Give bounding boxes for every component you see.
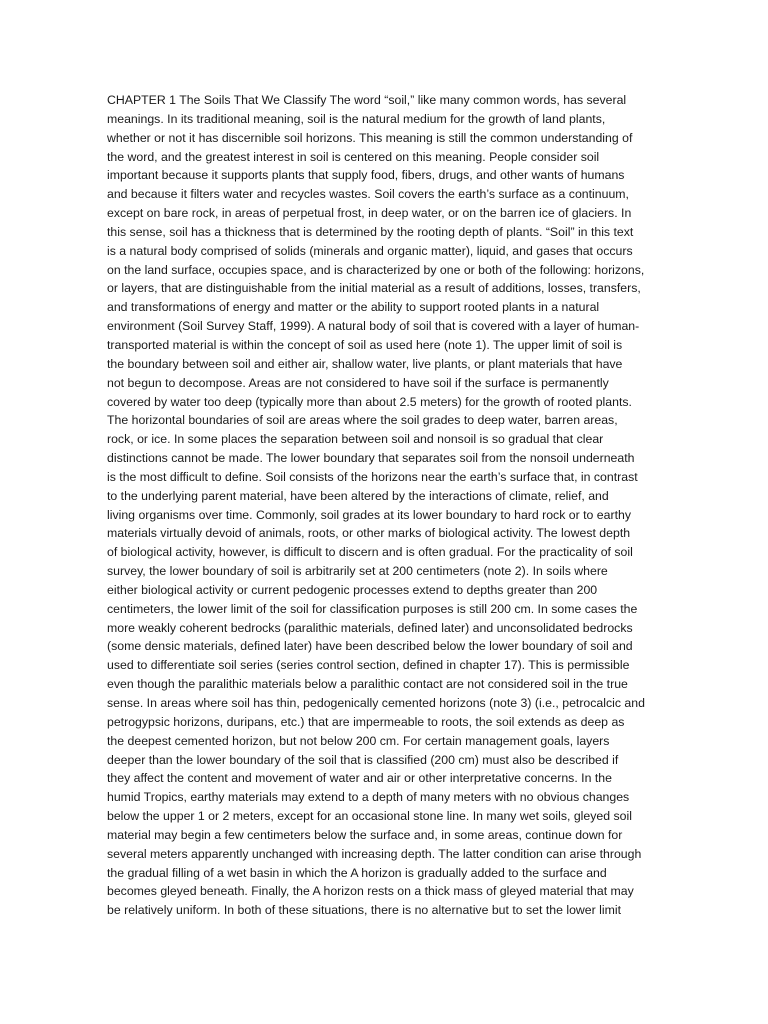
- text-line: CHAPTER 1 The Soils That We Classify The word “soil,” like many common words, has several: [107, 93, 627, 107]
- text-line: petrogypsic horizons, duripans, etc.) that are impermeable to roots, the soil extends as deep as: [107, 714, 625, 729]
- text-line: The horizontal boundaries of soil are areas where the soil grades to deep water, barren areas,: [107, 413, 618, 428]
- text-line: becomes gleyed beneath. Finally, the A horizon rests on a thick mass of gleyed material that may: [107, 884, 634, 899]
- text-line: be relatively uniform. In both of these situations, there is no alternative but to set the lower limit: [107, 903, 622, 918]
- text-line: survey, the lower boundary of soil is arbitrarily set at 200 centimeters (note 2). In soils where: [107, 564, 608, 579]
- text-line: whether or not it has discernible soil horizons. This meaning is still the common understanding of: [107, 130, 633, 145]
- text-line: on the land surface, occupies space, and is characterized by one or both of the following: horizons,: [107, 262, 645, 277]
- text-line: environment (Soil Survey Staff, 1999). A natural body of soil that is covered with a layer of human-: [107, 319, 640, 334]
- text-line: living organisms over time. Commonly, soil grades at its lower boundary to hard rock or to earthy: [107, 507, 631, 522]
- text-line: the deepest cemented horizon, but not below 200 cm. For certain management goals, layers: [107, 733, 610, 748]
- text-line: below the upper 1 or 2 meters, except for an occasional stone line. In many wet soils, gleyed soil: [107, 809, 632, 824]
- text-line: the gradual filling of a wet basin in which the A horizon is gradually added to the surface and: [107, 865, 607, 880]
- text-line: covered by water too deep (typically more than about 2.5 meters) for the growth of rooted plants.: [107, 394, 632, 409]
- text-line: except on bare rock, in areas of perpetual frost, in deep water, or on the barren ice of glaciers. In: [107, 206, 632, 221]
- text-line: they affect the content and movement of water and air or other interpretative concerns. In the: [107, 771, 612, 786]
- text-line: (some densic materials, defined later) have been described below the lower boundary of soil and: [107, 639, 633, 654]
- body-text: [107, 91, 667, 920]
- text-line: not begun to decompose. Areas are not considered to have soil if the surface is permanently: [107, 375, 609, 390]
- text-line: distinctions cannot be made. The lower boundary that separates soil from the nonsoil underneath: [107, 451, 635, 466]
- text-line: sense. In areas where soil has thin, pedogenically cemented horizons (note 3) (i.e., petrocalcic and: [107, 696, 645, 710]
- text-line: of biological activity, however, is difficult to discern and is often gradual. For the practicality of soil: [107, 545, 633, 560]
- text-line: material may begin a few centimeters below the surface and, in some areas, continue down for: [107, 827, 623, 842]
- text-line: and transformations of energy and matter or the ability to support rooted plants in a natural: [107, 300, 600, 315]
- text-line: the word, and the greatest interest in soil is centered on this meaning. People consider soil: [107, 149, 600, 164]
- text-line: humid Tropics, earthy materials may extend to a depth of many meters with no obvious changes: [107, 790, 630, 805]
- text-line: is a natural body comprised of solids (minerals and organic matter), liquid, and gases that occurs: [107, 243, 633, 258]
- text-line: transported material is within the concept of soil as used here (note 1). The upper limit of soil is: [107, 337, 623, 352]
- text-line: this sense, soil has a thickness that is determined by the rooting depth of plants. “Soil” in this text: [107, 224, 634, 239]
- text-line: meanings. In its traditional meaning, soil is the natural medium for the growth of land plants,: [107, 111, 606, 126]
- text-line: centimeters, the lower limit of the soil for classification purposes is still 200 cm. In some cases the: [107, 601, 638, 616]
- text-line: several meters apparently unchanged with increasing depth. The latter condition can arise through: [107, 846, 642, 861]
- text-line: materials virtually devoid of animals, roots, or other marks of biological activity. The lowest depth: [107, 526, 631, 541]
- text-line: more weakly coherent bedrocks (paralithic materials, defined later) and unconsolidated bedrocks: [107, 620, 633, 635]
- text-line: used to differentiate soil series (series control section, defined in chapter 17). This is permissible: [107, 658, 630, 673]
- text-line: deeper than the lower boundary of the soil that is classified (200 cm) must also be described if: [107, 752, 619, 767]
- text-line: or layers, that are distinguishable from the initial material as a result of additions, losses, transfers,: [107, 281, 641, 296]
- text-line: even though the paralithic materials below a paralithic contact are not considered soil in the true: [107, 677, 628, 692]
- text-line: and because it filters water and recycles wastes. Soil covers the earth’s surface as a continuum,: [107, 187, 629, 202]
- text-line: to the underlying parent material, have been altered by the interactions of climate, relief, and: [107, 488, 609, 503]
- text-line: important because it supports plants that supply food, fibers, drugs, and other wants of humans: [107, 168, 625, 183]
- text-line: is the most difficult to define. Soil consists of the horizons near the earth’s surface that, in contrast: [107, 469, 638, 484]
- text-line: either biological activity or current pedogenic processes extend to depths greater than 200: [107, 582, 598, 597]
- text-line: rock, or ice. In some places the separation between soil and nonsoil is so gradual that clear: [107, 432, 604, 447]
- text-line: the boundary between soil and either air, shallow water, live plants, or plant materials that have: [107, 356, 623, 371]
